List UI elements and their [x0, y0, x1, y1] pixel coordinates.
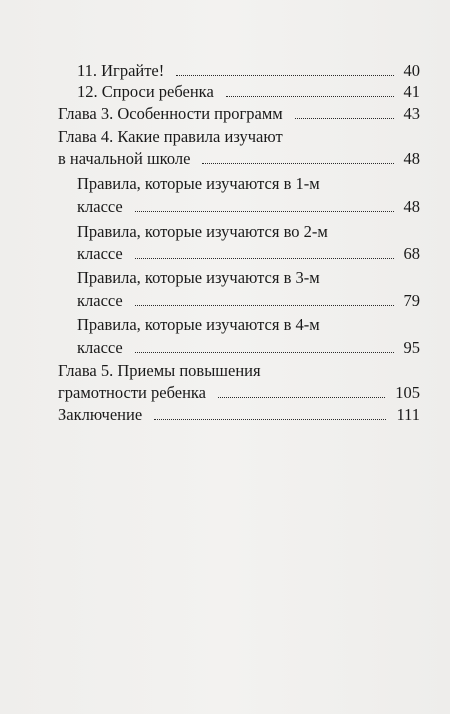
toc-page-number: 48 [403, 197, 420, 216]
toc-page-number: 79 [403, 291, 420, 310]
toc-page-number: 40 [403, 61, 420, 80]
toc-entry-chapter-5-title [58, 360, 420, 382]
toc-entry-chapter-4-title [58, 126, 420, 148]
toc-page-number: 41 [403, 82, 420, 101]
toc-entry-text: Глава 3. Особенности программ [58, 104, 283, 123]
dot-leader [218, 397, 385, 398]
toc-entry-grade-3-title [77, 267, 420, 289]
toc-entry-text: классе [77, 197, 123, 216]
toc-entry-text: 12. Спроси ребенка [77, 82, 214, 101]
toc-page-number: 48 [403, 149, 420, 168]
dot-leader [135, 211, 394, 212]
dot-leader [202, 163, 393, 164]
toc-entry-text: Заключение [58, 405, 143, 424]
dot-leader [135, 258, 394, 259]
toc-entry-text: в начальной школе [58, 149, 191, 168]
toc-entry-grade-2-title [77, 221, 420, 243]
toc-page-number: 43 [403, 104, 420, 123]
toc-entry-text: грамотности ребенка [58, 383, 207, 402]
toc-entry-grade-4-title [77, 314, 420, 336]
toc-entry-text: Глава 4. Какие правила изучают [58, 127, 283, 146]
toc-entry-text: классе [77, 338, 123, 357]
toc-entry-text: классе [77, 291, 123, 310]
dot-leader [176, 75, 393, 76]
dot-leader [295, 118, 394, 119]
toc-entry-chapter-4 [58, 148, 420, 170]
toc-entry-text: Правила, которые изучаются в 4-м [77, 315, 320, 334]
dot-leader [135, 352, 394, 353]
toc-entry-play [77, 60, 420, 82]
toc-entry-grade-3 [77, 290, 420, 312]
toc-page-number: 111 [396, 405, 420, 424]
dot-leader [226, 96, 394, 97]
toc-page-number: 105 [395, 383, 420, 402]
toc-entry-text: 11. Играйте! [77, 61, 165, 80]
toc-entry-grade-1-title [77, 173, 420, 195]
toc-entry-text: Правила, которые изучаются во 2-м [77, 222, 328, 241]
toc-entry-grade-2 [77, 243, 420, 265]
toc-page-number: 95 [403, 338, 420, 357]
toc-entry-grade-1 [77, 196, 420, 218]
toc-entry-grade-4 [77, 337, 420, 359]
toc-entry-chapter-3 [58, 103, 420, 125]
toc-entry-conclusion [58, 404, 420, 426]
toc-entry-text: Глава 5. Приемы повышения [58, 361, 261, 380]
dot-leader [135, 305, 394, 306]
toc-entry-text: Правила, которые изучаются в 3-м [77, 268, 320, 287]
toc-entry-ask-child [77, 81, 420, 103]
toc-entry-chapter-5 [58, 382, 420, 404]
dot-leader [154, 419, 386, 420]
toc-entry-text: классе [77, 244, 123, 263]
toc-entry-text: Правила, которые изучаются в 1-м [77, 174, 320, 193]
toc-page-number: 68 [403, 244, 420, 263]
